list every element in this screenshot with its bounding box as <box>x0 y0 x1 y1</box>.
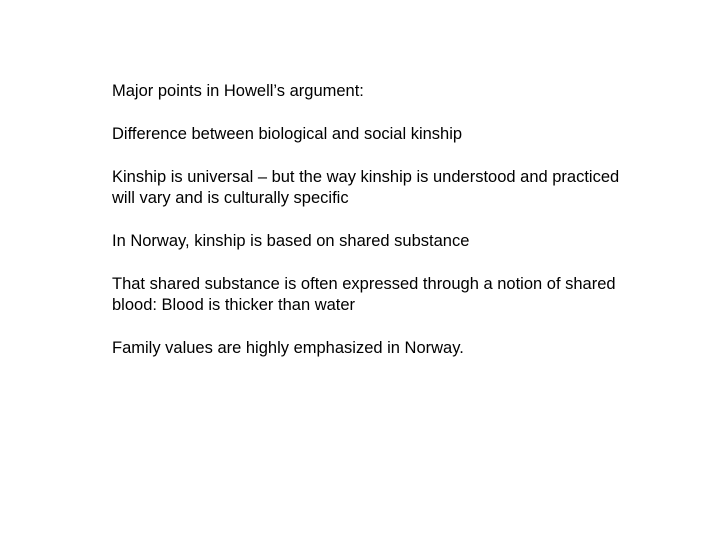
slide-heading-text: Major points in Howell’s argument: <box>112 82 364 100</box>
slide-heading <box>112 81 682 102</box>
point-line: In Norway, kinship is based on shared substance <box>112 232 470 250</box>
slide-text-body <box>112 81 682 381</box>
point-biological-social-kinship <box>112 124 682 145</box>
point-line: blood: Blood is thicker than water <box>112 296 356 314</box>
point-line: Family values are highly emphasized in Norway. <box>112 339 464 357</box>
point-line: will vary and is culturally specific <box>112 189 349 207</box>
point-family-values <box>112 338 682 359</box>
point-norway-shared-substance <box>112 231 682 252</box>
point-line: That shared substance is often expressed through a notion of shared <box>112 275 616 293</box>
point-line: Difference between biological and social kinship <box>112 125 463 143</box>
point-shared-blood <box>112 274 682 316</box>
point-kinship-universal <box>112 167 682 209</box>
point-line: Kinship is universal – but the way kinship is understood and practiced <box>112 168 620 186</box>
